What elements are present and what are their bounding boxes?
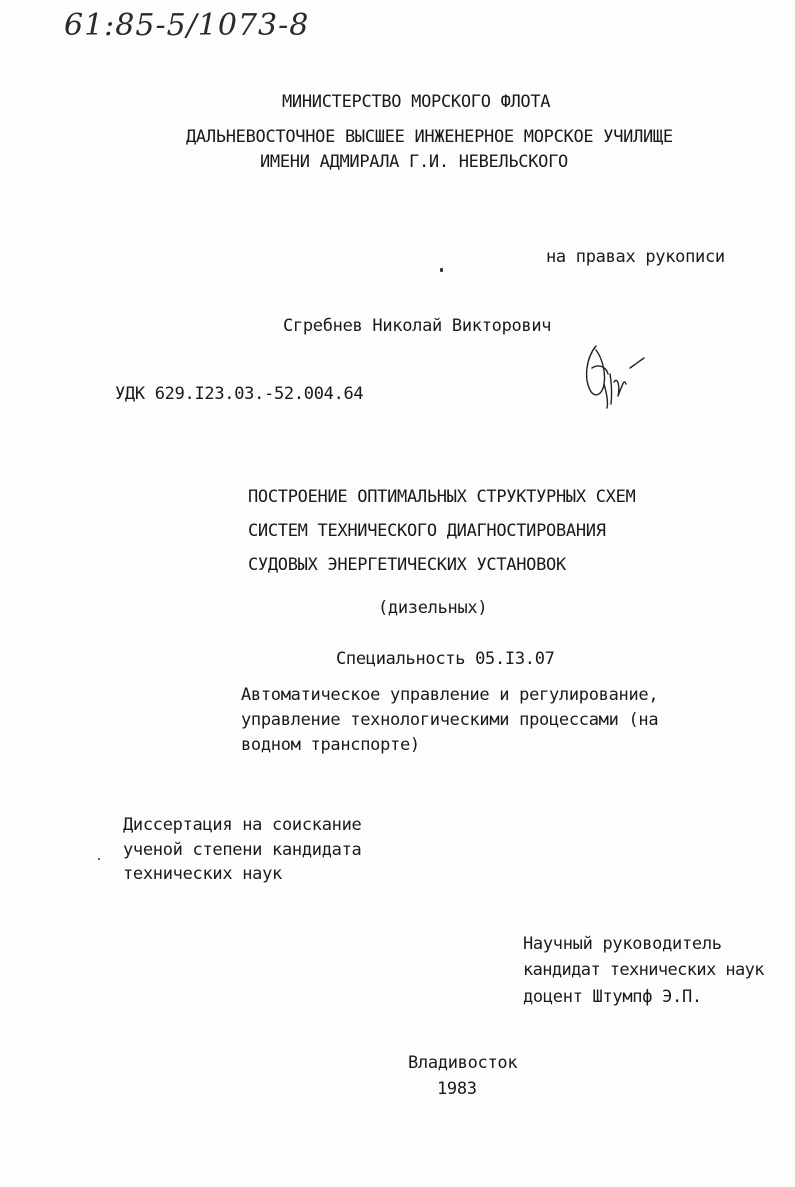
specialty-desc-line3: водном транспорте) xyxy=(241,735,420,755)
paper-speck xyxy=(98,858,100,860)
advisor-line1: Научный руководитель xyxy=(523,934,722,954)
specialty-desc-line1: Автоматическое управление и регулирование, xyxy=(241,685,659,705)
title-line2: СИСТЕМ ТЕХНИЧЕСКОГО ДИАГНОСТИРОВАНИЯ xyxy=(248,521,606,541)
signature-icon xyxy=(578,338,656,410)
title-subtitle: (дизельных) xyxy=(378,598,488,618)
dissertation-line3: технических наук xyxy=(123,864,282,884)
ministry-heading: МИНИСТЕРСТВО МОРСКОГО ФЛОТА xyxy=(282,92,551,112)
title-line3: СУДОВЫХ ЭНЕРГЕТИЧЕСКИХ УСТАНОВОК xyxy=(248,555,566,575)
dissertation-line2: ученой степени кандидата xyxy=(123,840,362,860)
archive-handwritten-mark: 61:85-5/1073-8 xyxy=(64,8,310,43)
city: Владивосток xyxy=(408,1053,518,1073)
dissertation-line1: Диссертация на соискание xyxy=(123,815,362,835)
advisor-line3: доцент Штумпф Э.П. xyxy=(523,987,702,1007)
paper-speck xyxy=(440,268,443,272)
year: 1983 xyxy=(437,1079,477,1099)
school-name-line2: ИМЕНИ АДМИРАЛА Г.И. НЕВЕЛЬСКОГО xyxy=(260,152,568,172)
specialty-desc-line2: управление технологическими процессами (на xyxy=(241,710,659,730)
school-name-line1: ДАЛЬНЕВОСТОЧНОЕ ВЫСШЕЕ ИНЖЕНЕРНОЕ МОРСКОЕ УЧИЛИЩЕ xyxy=(186,127,673,147)
advisor-line2: кандидат технических наук xyxy=(523,960,764,980)
udc-code: УДК 629.I23.03.-52.004.64 xyxy=(115,384,364,404)
manuscript-note: на правах рукописи xyxy=(546,247,725,267)
specialty-code: Специальность 05.I3.07 xyxy=(336,649,555,669)
title-line1: ПОСТРОЕНИЕ ОПТИМАЛЬНЫХ СТРУКТУРНЫХ СХЕМ xyxy=(248,487,636,507)
author-name: Сгребнев Николай Викторович xyxy=(283,316,552,336)
